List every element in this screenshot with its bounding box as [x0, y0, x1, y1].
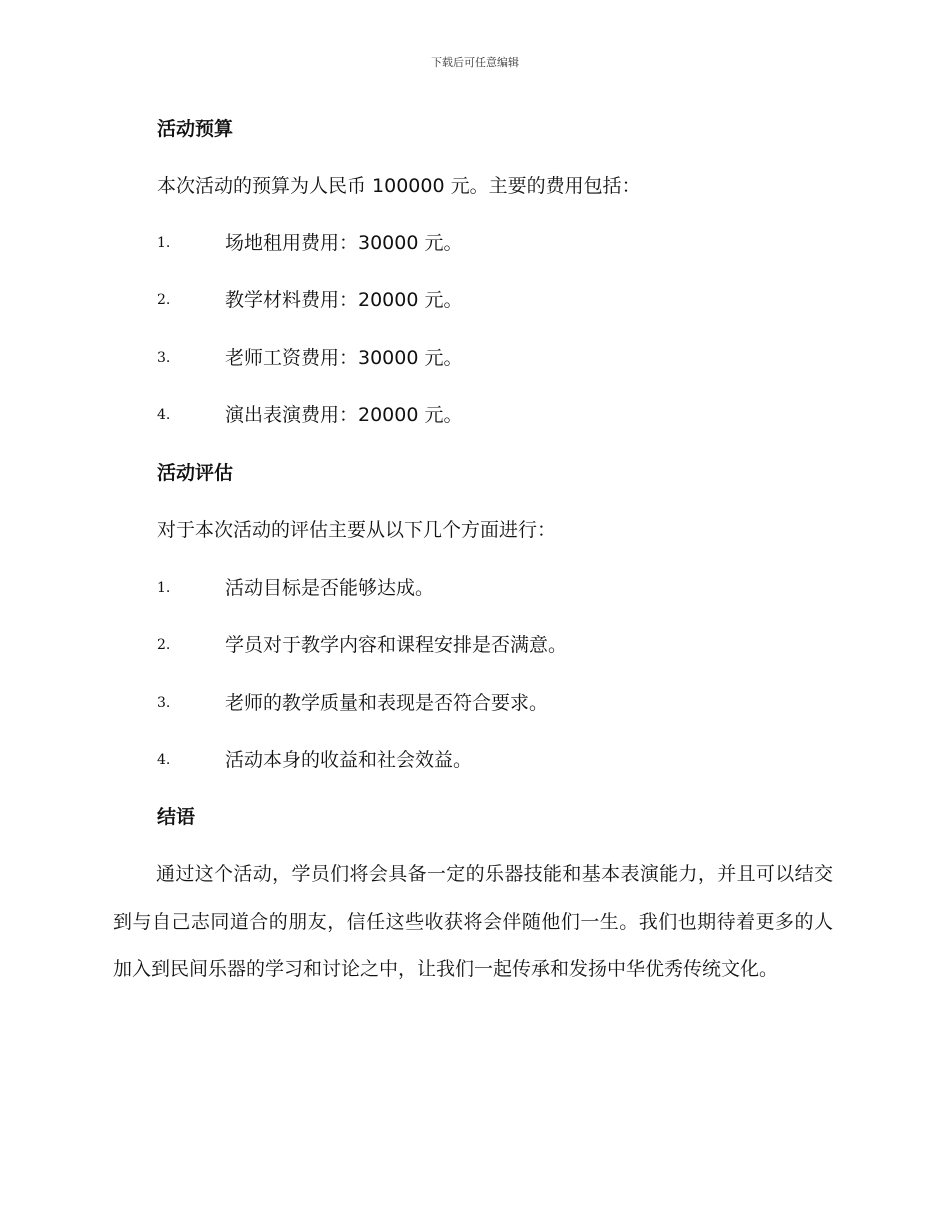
list-number: 1. [157, 580, 171, 596]
list-item-text: 老师的教学质量和表现是否符合要求。 [225, 692, 549, 714]
list-number: 3. [157, 695, 171, 711]
budget-intro: 本次活动的预算为人民币 100000 元。主要的费用包括： [157, 175, 641, 197]
conclusion-heading: 结语 [157, 806, 196, 828]
list-number: 2. [157, 637, 171, 653]
list-number: 4. [157, 407, 171, 423]
list-number: 4. [157, 752, 171, 768]
list-item-text: 老师工资费用：30000 元。 [225, 347, 463, 369]
list-item-text: 活动目标是否能够达成。 [225, 577, 435, 599]
list-item-text: 活动本身的收益和社会效益。 [225, 749, 473, 771]
list-item-text: 学员对于教学内容和课程安排是否满意。 [225, 634, 568, 656]
conclusion-paragraph: 通过这个活动，学员们将会具备一定的乐器技能和基本表演能力，并且可以结交到与自己志同道合的朋友，信任这些收获将会伴随他们一生。我们也期待着更多的人加入到民间乐器的学习和讨论之中，让我们一起传承和发扬中华优秀传统文化。 [113, 863, 833, 980]
list-number: 1. [157, 235, 171, 251]
evaluation-heading: 活动评估 [157, 462, 234, 484]
evaluation-intro: 对于本次活动的评估主要从以下几个方面进行： [157, 519, 557, 541]
header-note: 下载后可任意编辑 [431, 56, 519, 69]
list-number: 2. [157, 292, 171, 308]
list-number: 3. [157, 350, 171, 366]
budget-heading: 活动预算 [157, 118, 234, 140]
list-item-text: 教学材料费用：20000 元。 [225, 289, 463, 311]
list-item-text: 演出表演费用：20000 元。 [225, 404, 463, 426]
list-item-text: 场地租用费用：30000 元。 [225, 232, 463, 254]
